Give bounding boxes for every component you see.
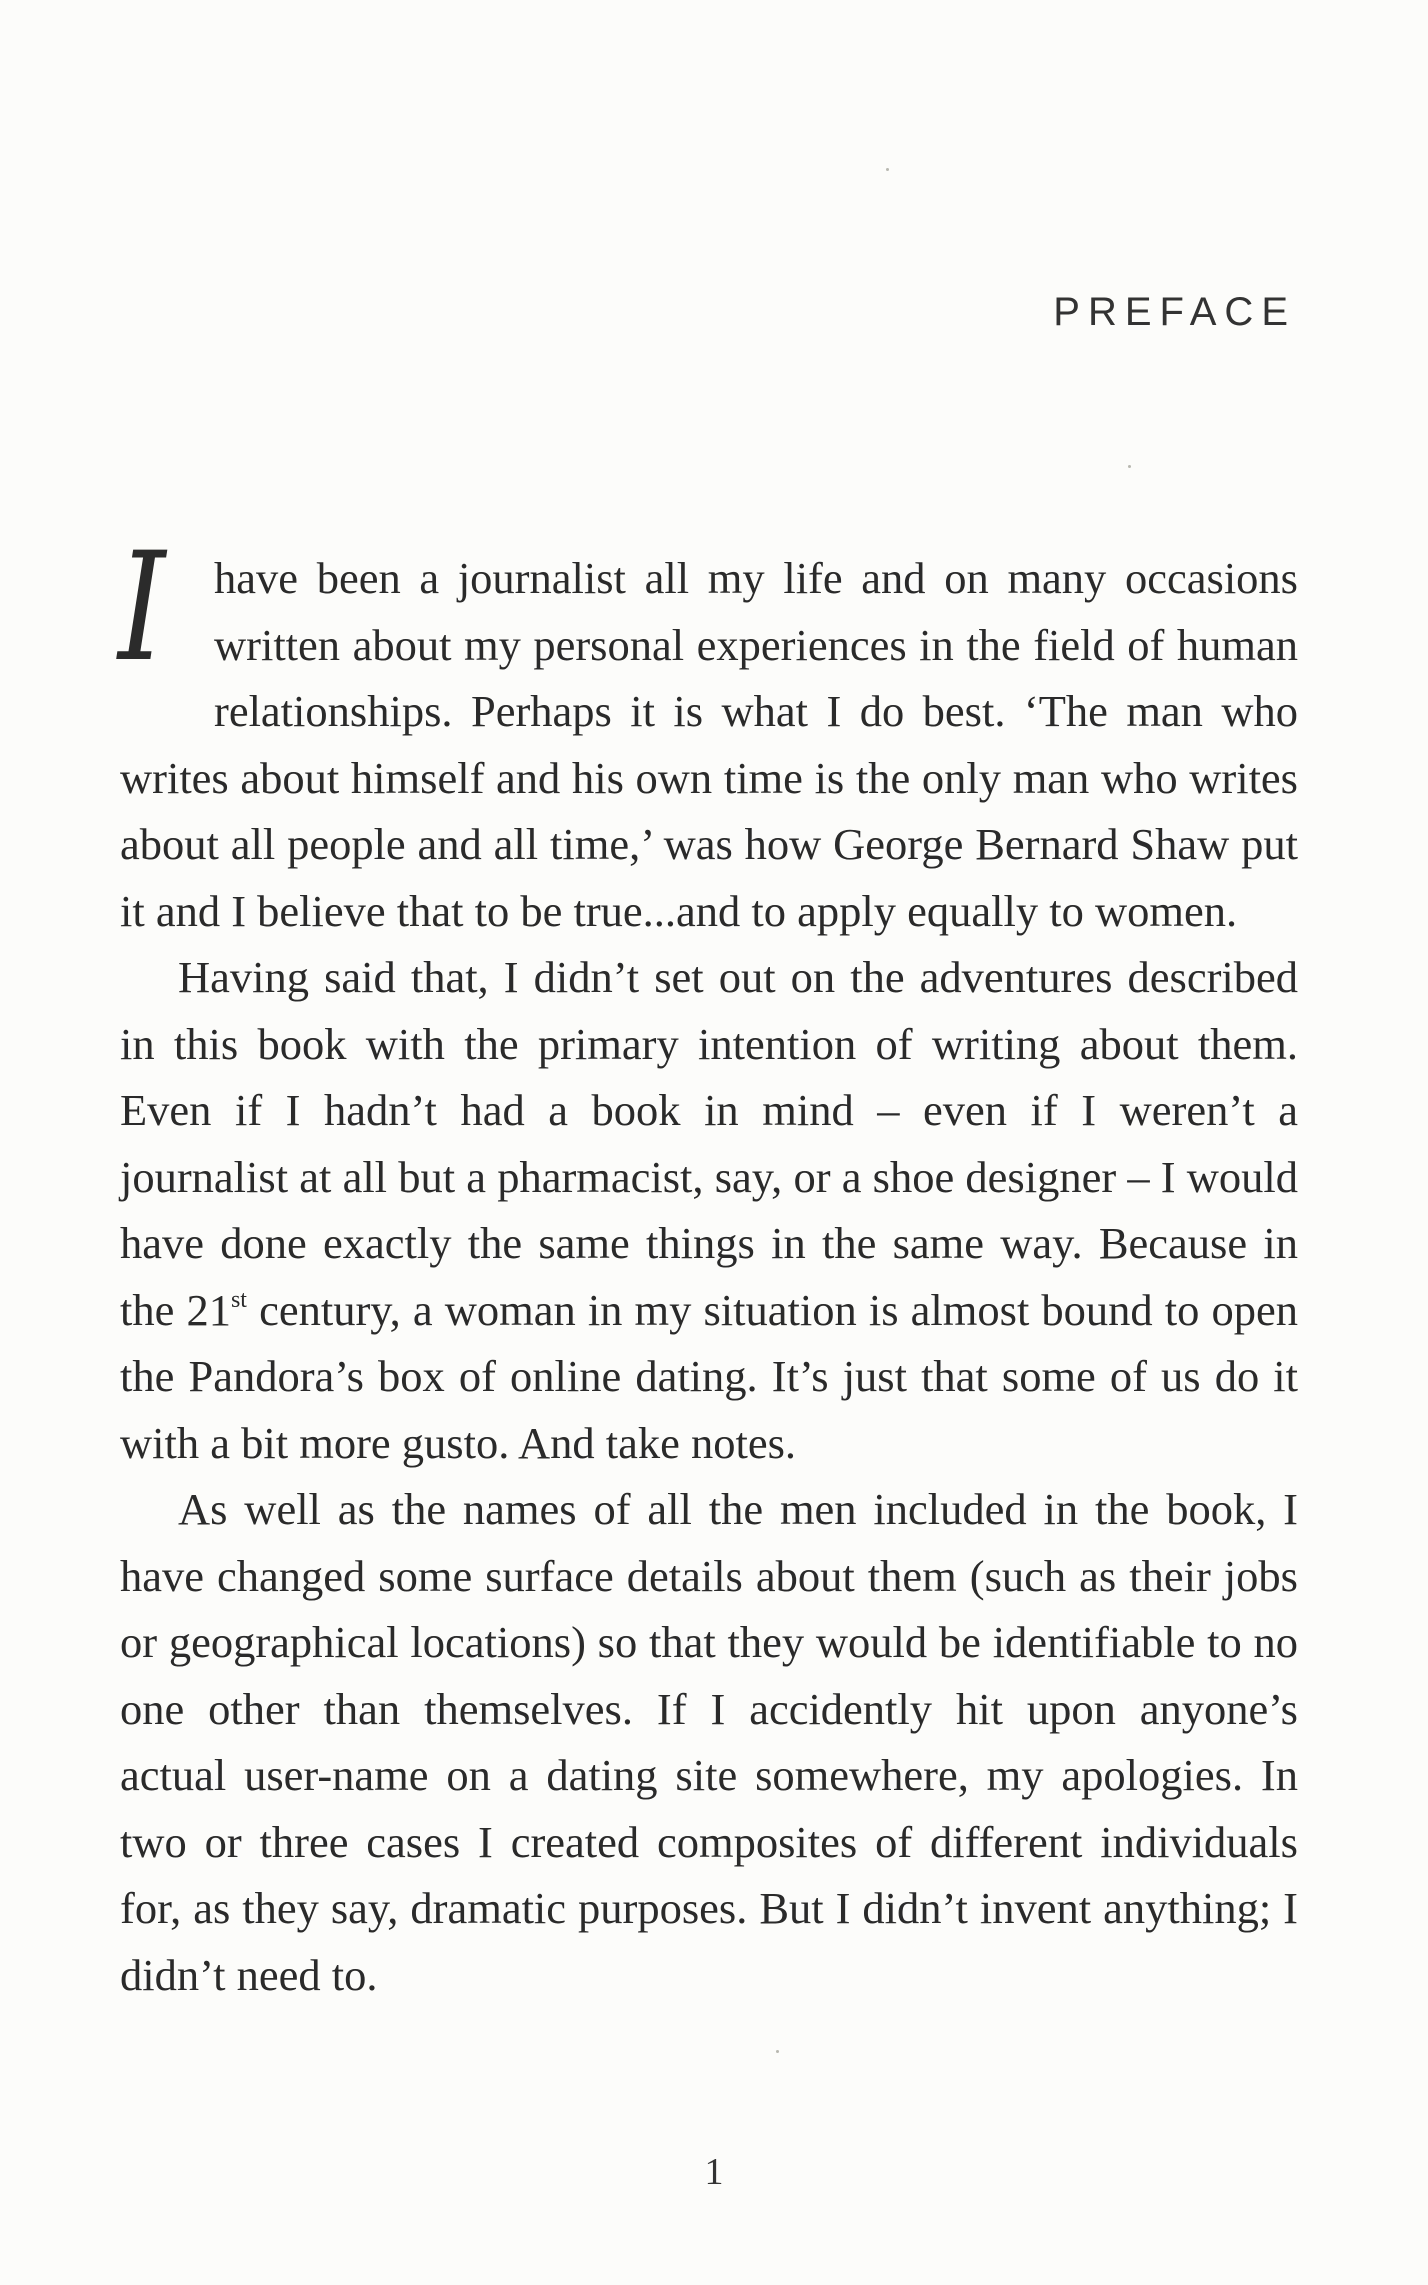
page-number: 1 (704, 2151, 724, 2193)
paragraph-2-text-continued: century, a woman in my situation is almost bound to open the Pandora’s box of online dating. It’s just that some of us do it with a bit more gusto. And take notes. (120, 1284, 1298, 1468)
paragraph-2 (120, 944, 1298, 1476)
paragraph-3-text: As well as the names of all the men included in the book, I have changed some surface details about them (such as their jobs or geographical locations) so that they would be identifiable to no one other than themselves. If I accidently hit upon anyone’s actual user-name on a dating site somewhere, my apologies. In two or three cases I created composites of different individuals for, as they say, dramatic purposes. But I didn’t invent anything; I didn’t need to. (120, 1484, 1298, 2000)
paragraph-2-text: Having said that, I didn’t set out on the adventures described in this book with the primary intention of writing about them. Even if I hadn’t had a book in mind – even if I weren’t a journalist at all but a pharmacist, say, or a shoe designer – I would have done exactly the same things in the same way. Because in the 21 (120, 952, 1298, 1335)
paper-speck (886, 168, 889, 171)
paragraph-1 (118, 521, 1298, 944)
paper-speck (1128, 465, 1131, 468)
drop-cap-letter: I (118, 521, 166, 695)
paragraph-3 (120, 1476, 1298, 2008)
chapter-heading: PREFACE (1053, 290, 1296, 334)
body-text (118, 521, 1298, 2008)
ordinal-superscript: st (230, 1286, 247, 1313)
paragraph-1-text: have been a journalist all my life and on many occasions written about my personal experiences in the field of human relationships. Perhaps it is what I do best. ‘The man who writes about himself and his own time is the only man who writes about all people and all time,’ was how George Bernard Shaw put it and I believe that to be true...and to apply equally to women. (120, 553, 1298, 936)
paper-speck (776, 2050, 779, 2053)
